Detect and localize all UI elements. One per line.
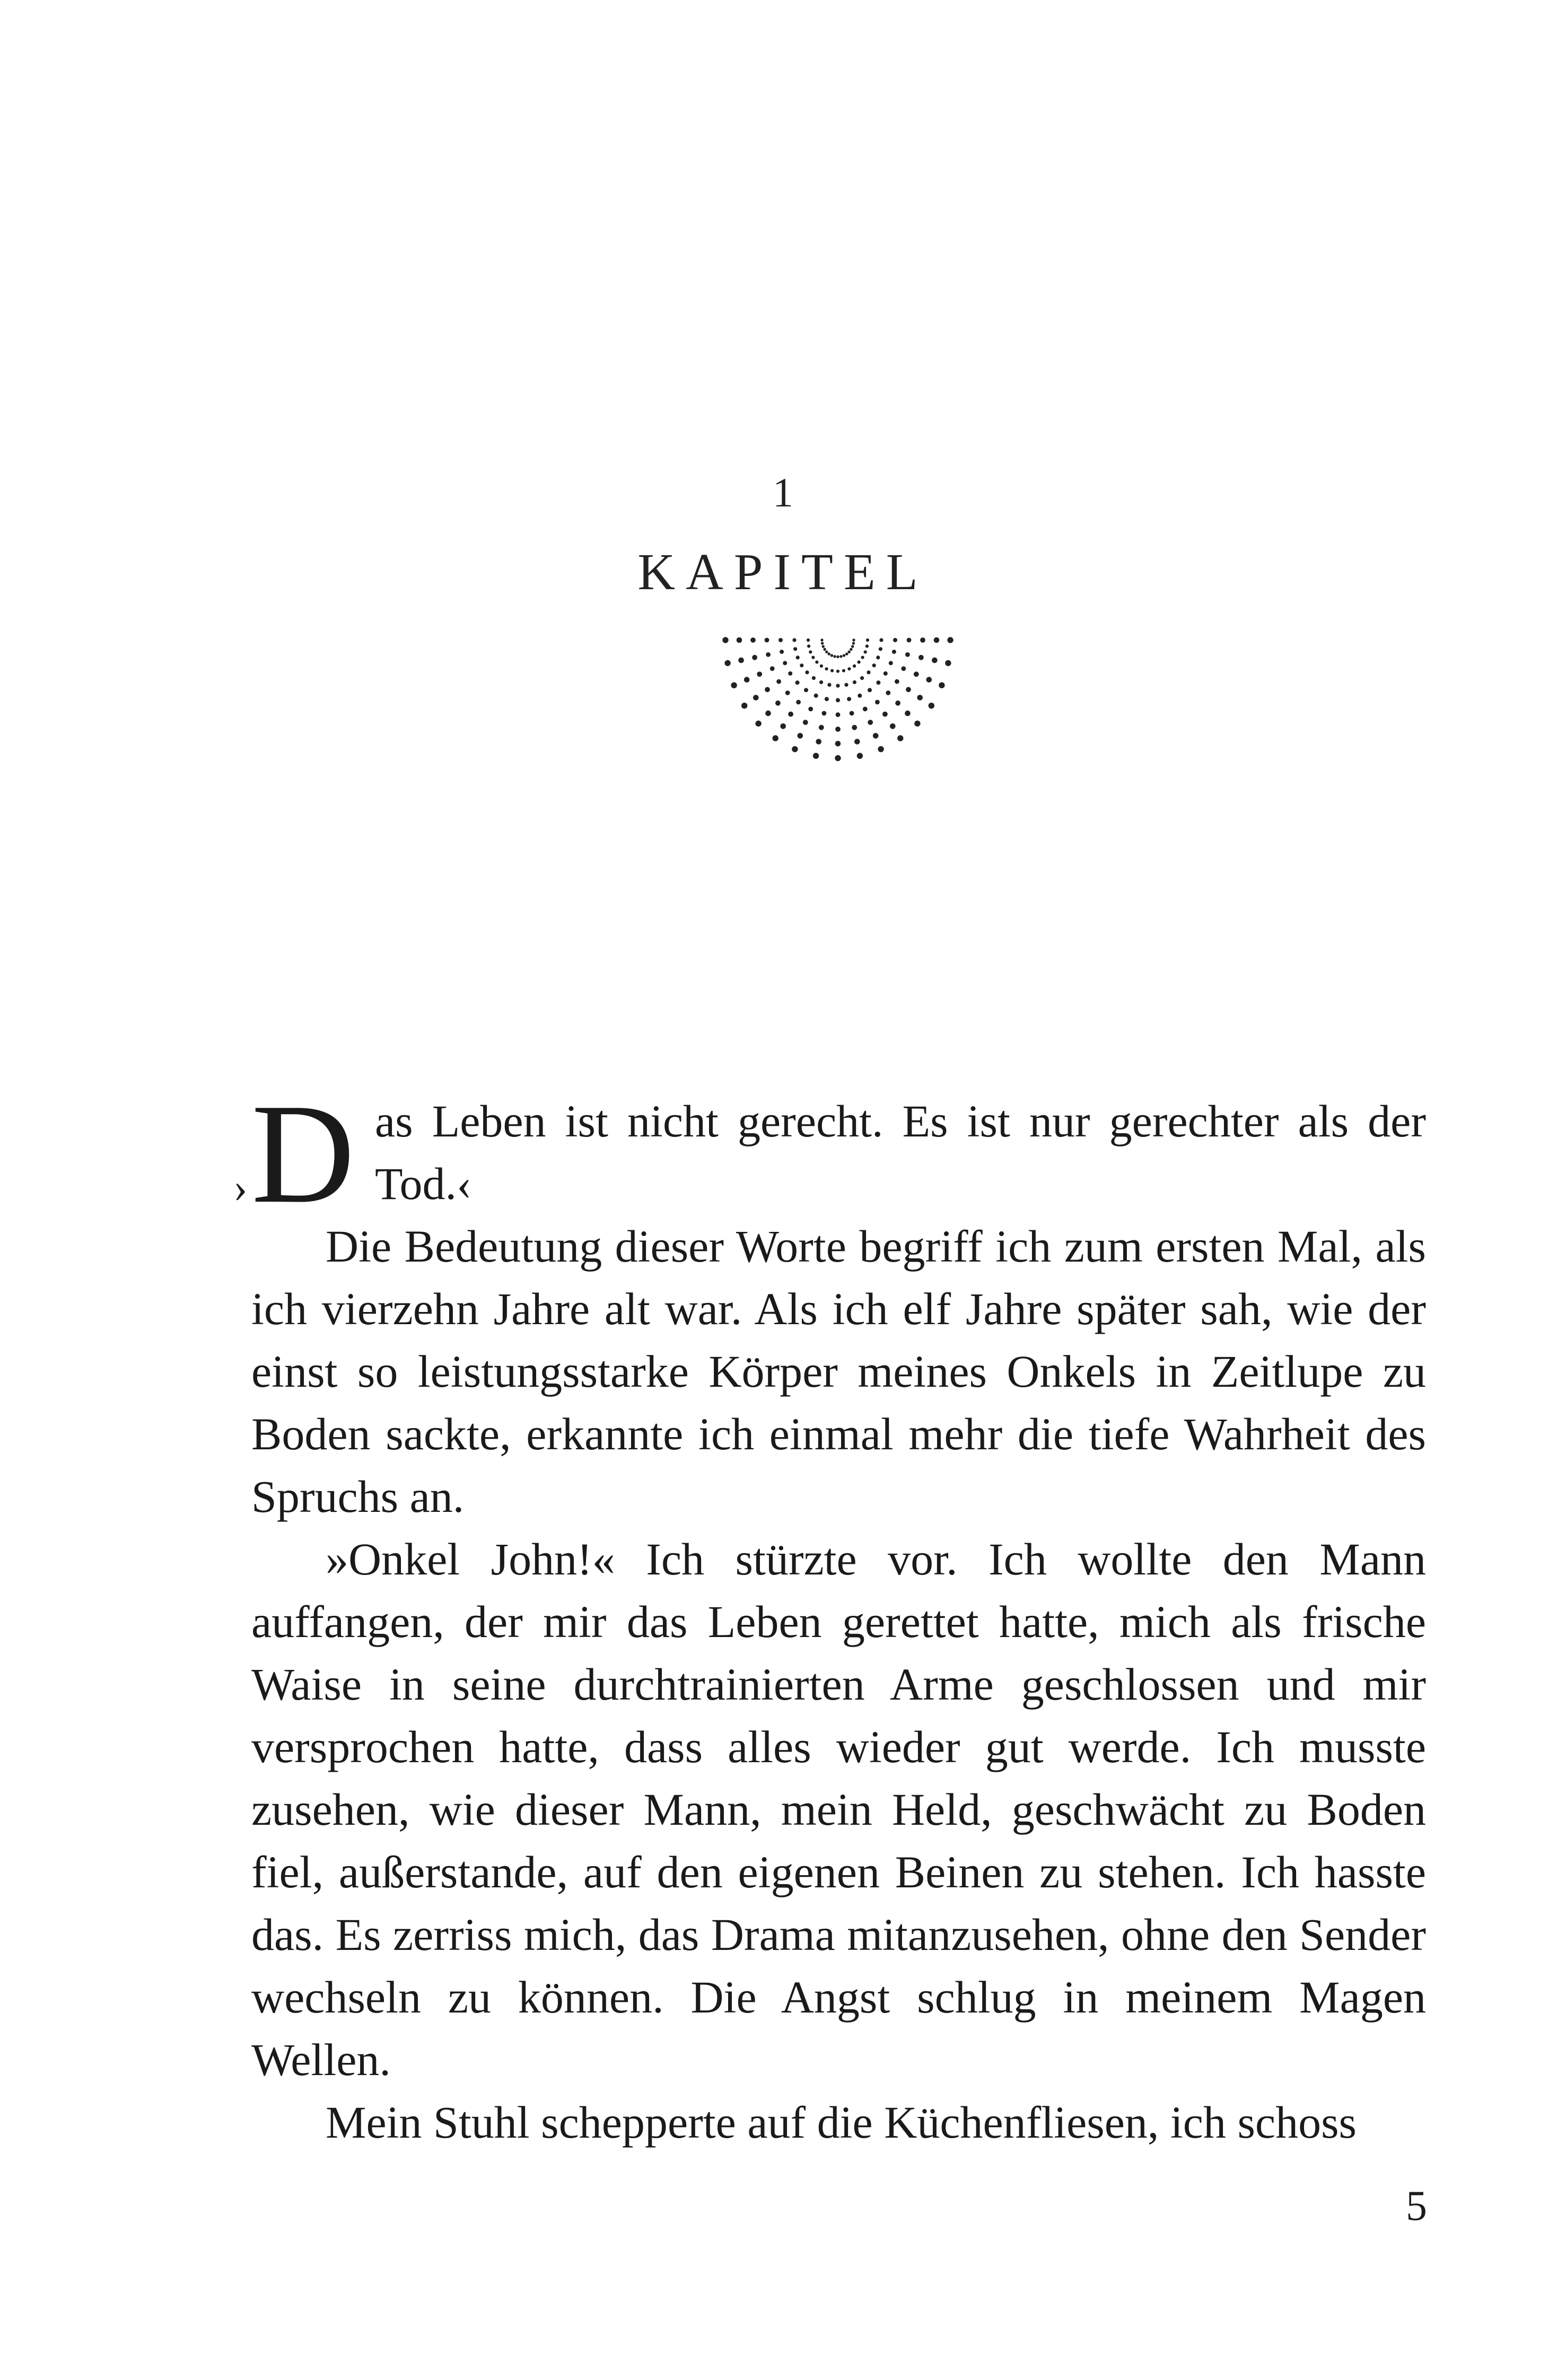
ornament-dot	[850, 711, 854, 716]
ornament-dot	[934, 637, 940, 643]
ornament-dot	[816, 739, 821, 745]
ornament-dot	[823, 648, 826, 651]
paragraph: Die Bedeutung dieser Worte begriff ich zum ersten Mal, als ich vierzehn Jahre alt war. Als ich elf Jahre später sah, wie der einst so leistungsstarke Körper meines Onkels in Zeitlupe zu Boden sackte, erkannte ich einmal mehr die tiefe Wahrheit des Spruchs an.	[251, 1221, 1426, 1522]
ornament-dot	[853, 680, 856, 684]
ornament-dot	[852, 725, 857, 730]
ornament-dot	[788, 712, 793, 717]
ornament-dot	[737, 637, 742, 643]
ornament-dot	[873, 733, 879, 739]
ornament-dot	[929, 703, 934, 708]
ornament-dot	[843, 654, 845, 657]
ornament-dot	[901, 666, 906, 671]
ornament-dot	[897, 735, 903, 741]
ornament-dot	[852, 642, 855, 644]
ornament-dot	[738, 658, 744, 663]
ornament-dot	[860, 676, 864, 680]
ornament-dot	[766, 652, 771, 657]
ornament-dot	[815, 661, 818, 664]
ornament-dot	[847, 697, 851, 701]
ornament-dot	[907, 638, 912, 643]
ornament-dot	[804, 688, 808, 692]
ornament-dot	[795, 680, 800, 685]
ornament-dot	[835, 755, 841, 761]
ornament-dot	[895, 701, 900, 706]
ornament-dot	[905, 711, 911, 716]
ornament-dot	[868, 720, 873, 725]
ornament-dot	[792, 638, 796, 642]
ornament-dot	[879, 638, 883, 642]
ornament-dot	[918, 655, 924, 660]
ornament-dot	[876, 680, 880, 685]
ornament-dot	[752, 655, 757, 660]
ornament-dot	[800, 663, 803, 667]
ornament-dot	[878, 746, 883, 752]
opening-guillemet: ›	[233, 1165, 248, 1211]
ornament-dot	[822, 645, 825, 648]
ornament-dot	[926, 677, 932, 682]
ornament-dot	[820, 638, 823, 641]
ornament-dot	[836, 670, 839, 673]
ornament-dot	[852, 638, 855, 641]
ornament-dot	[813, 753, 819, 759]
ornament-dot	[750, 637, 756, 643]
ornament-dot	[830, 669, 834, 672]
first-paragraph-text: as Leben ist nicht gerecht. Es ist nur gerechter als der Tod.‹	[375, 1096, 1426, 1209]
ornament-dot	[811, 656, 815, 659]
ornament-dot	[809, 650, 812, 653]
ornament-dot	[765, 638, 769, 643]
ornament-dot	[814, 694, 818, 698]
ornament-dot	[867, 670, 870, 674]
ornament-dot	[807, 638, 810, 642]
ornament-dot	[905, 652, 910, 657]
ornament-dot	[780, 650, 784, 654]
ornament-dot	[780, 723, 786, 729]
paragraph: Mein Stuhl schepperte auf die Küchenfliesen, ich schoss	[326, 2097, 1357, 2148]
ornament-dot	[854, 739, 860, 745]
ornament-dot	[792, 746, 798, 752]
ornament-dot	[722, 637, 728, 643]
ornament-dot	[939, 682, 944, 688]
ornament-dot	[830, 654, 833, 657]
ornament-dot	[848, 651, 851, 653]
ornament-dot	[827, 683, 831, 687]
ornament-dot	[890, 723, 896, 729]
ornament-dot	[798, 733, 803, 739]
ornament-dot	[765, 687, 770, 692]
ornament-dot	[825, 651, 828, 653]
ornament-dot	[866, 638, 869, 642]
ornament-dot	[858, 661, 861, 664]
ornament-dot	[803, 720, 808, 725]
ornament-dot	[851, 645, 854, 648]
ornament-dot	[864, 650, 867, 653]
ornament-dot	[883, 671, 888, 676]
ornament-dot	[847, 667, 851, 670]
ornament-dot	[892, 650, 896, 654]
ornament-dot	[836, 698, 840, 702]
ornament-dot	[886, 690, 890, 695]
ornament-dot	[879, 647, 882, 651]
ornament-dot	[833, 655, 836, 658]
ornament-dot	[863, 707, 868, 712]
drop-cap: D	[251, 1074, 355, 1233]
ornament-dot	[947, 637, 953, 643]
ornament-dot	[839, 655, 842, 658]
ornament-dot	[805, 670, 809, 674]
ornament-dot	[882, 712, 888, 717]
chapter-number: 1	[773, 469, 793, 515]
ornament-dot	[917, 695, 923, 701]
chapter-body	[251, 1074, 1426, 2154]
ornament-dot	[808, 707, 813, 712]
ornament-dot	[757, 671, 762, 677]
ornament-dot	[861, 656, 864, 659]
ornament-dot	[858, 694, 862, 698]
ornament-dot	[836, 684, 839, 688]
ornament-dot	[796, 655, 800, 659]
ornament-dot	[819, 680, 823, 684]
ornament-dot	[773, 735, 778, 741]
ornament-dot	[895, 679, 899, 684]
ornament-dot	[945, 660, 951, 666]
ornament-dot	[893, 638, 897, 642]
ornament-dot	[844, 683, 848, 687]
ornament-dot	[822, 711, 827, 716]
ornament-dot	[819, 725, 824, 730]
ornament-dot	[775, 701, 781, 706]
ornament-dot	[865, 644, 869, 648]
ornament-dot	[850, 648, 852, 651]
ornament-dot	[932, 658, 938, 663]
ornament-dot	[776, 679, 781, 684]
ornament-dot	[835, 727, 841, 732]
ornament-dot	[828, 653, 830, 655]
ornament-dot	[920, 637, 925, 643]
ornament-dot	[845, 653, 848, 655]
ornament-dot	[825, 697, 829, 701]
ornament-dot	[820, 664, 823, 668]
ornament-dot	[783, 661, 787, 665]
chapter-title: KAPITEL	[637, 544, 929, 601]
ornament-dot	[724, 660, 730, 666]
ornament-dot	[731, 682, 737, 688]
ornament-dot	[842, 669, 845, 672]
ornament-dot	[836, 712, 841, 717]
ornament-dot	[785, 690, 790, 695]
ornament-dot	[793, 647, 797, 651]
ornament-dot	[744, 677, 750, 682]
ornament-dot	[906, 687, 911, 692]
ornament-dot	[765, 711, 771, 716]
ornament-dot	[876, 655, 880, 659]
ornament-dot	[812, 676, 816, 680]
ornament-dot	[914, 671, 919, 677]
ornament-dot	[770, 666, 775, 671]
ornament-dot	[835, 741, 841, 747]
ornament-dot	[853, 664, 856, 668]
ornament-dot	[875, 700, 880, 705]
dotted-sunburst-icon	[716, 634, 960, 772]
ornament-dot	[778, 638, 783, 642]
ornament-dot	[788, 671, 792, 676]
paragraph: »Onkel John!« Ich stürzte vor. Ich wollte den Mann auffangen, der mir das Leben gerettet hatte, mich als frische Waise in seine durchtrainierten Arme geschlossen und mir versprochen hatte, dass alles wieder gut werde. Ich musste zusehen, wie dieser Mann, mein Held, geschwächt zu Boden fiel, außerstande, auf den eigenen Beinen zu stehen. Ich hasste das. Es zerriss mich, das Drama mitanzusehen, ohne den Sender wechseln zu können. Die Angst schlug in meinem Magen Wellen.	[251, 1534, 1426, 2085]
ornament-dot	[807, 644, 810, 648]
ornament-dot	[821, 642, 824, 644]
ornament-dot	[836, 655, 839, 658]
ornament-dot	[914, 721, 920, 727]
ornament-dot	[796, 700, 801, 705]
ornament-dot	[857, 753, 863, 759]
ornament-dot	[753, 695, 759, 701]
first-paragraph	[251, 1074, 1426, 1233]
ornament-dot	[868, 688, 872, 692]
page-number: 5	[1406, 2183, 1427, 2229]
ornament-dot	[825, 667, 828, 670]
ornament-dot	[755, 721, 761, 727]
ornament-dot	[741, 703, 747, 708]
ornament-dot	[889, 661, 893, 665]
ornament-dot	[872, 663, 876, 667]
